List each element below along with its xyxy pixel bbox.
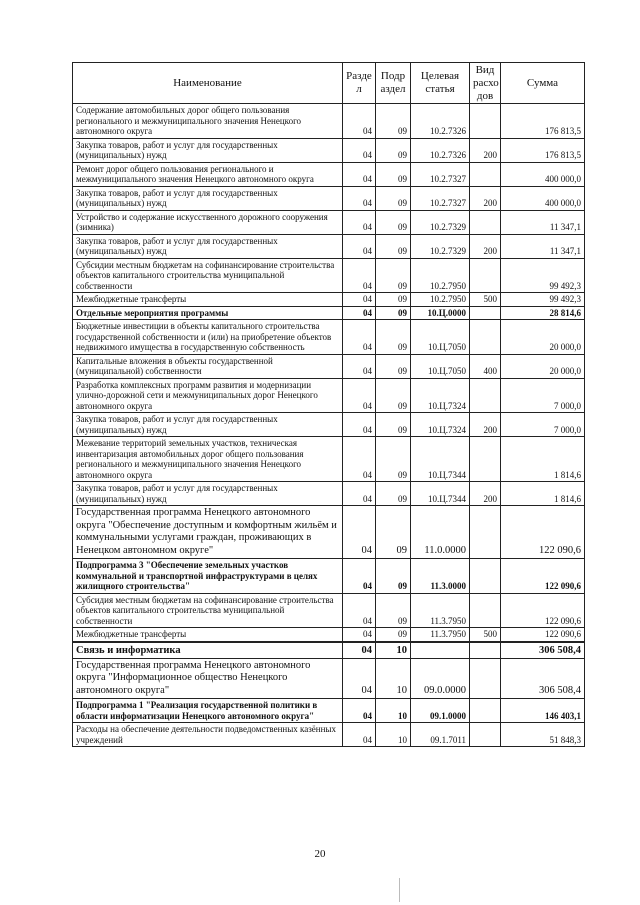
header-name: Наименование: [73, 63, 343, 104]
row-razdel: 04: [343, 642, 376, 659]
row-podrazdel: 09: [376, 104, 411, 139]
row-razdel: 04: [343, 482, 376, 506]
table-header-row: [73, 63, 585, 104]
row-summa: 20 000,0: [501, 354, 585, 378]
row-vid: [470, 723, 501, 747]
row-vid: [470, 506, 501, 559]
row-name: Государственная программа Ненецкого автономного округа "Обеспечение доступным и комфортным жильём и коммунальными услугами граждан, проживающих в Ненецком автономном округе": [73, 506, 343, 559]
row-summa: 1 814,6: [501, 482, 585, 506]
table-row: [73, 699, 585, 723]
row-name: Содержание автомобильных дорог общего пользования регионального и межмуниципального значения Ненецкого автономного округа: [73, 104, 343, 139]
row-razdel: 04: [343, 354, 376, 378]
row-razdel: 04: [343, 378, 376, 413]
row-name: Устройство и содержание искусственного дорожного сооружения (зимника): [73, 210, 343, 234]
row-summa: 99 492,3: [501, 258, 585, 293]
row-podrazdel: 09: [376, 258, 411, 293]
table-row: [73, 306, 585, 320]
row-vid: [470, 642, 501, 659]
row-celevaya: 10.Ц.7324: [411, 413, 470, 437]
table-row: [73, 559, 585, 594]
row-celevaya: 10.Ц.7344: [411, 482, 470, 506]
row-vid: [470, 258, 501, 293]
row-name: Капитальные вложения в объекты государственной (муниципальной) собственности: [73, 354, 343, 378]
row-podrazdel: 09: [376, 437, 411, 482]
row-celevaya: 10.2.7327: [411, 186, 470, 210]
row-celevaya: 09.0.0000: [411, 658, 470, 699]
row-summa: 400 000,0: [501, 186, 585, 210]
table-row: [73, 413, 585, 437]
row-name: Закупка товаров, работ и услуг для государственных (муниципальных) нужд: [73, 138, 343, 162]
row-razdel: 04: [343, 234, 376, 258]
page-number: 20: [314, 848, 326, 860]
row-summa: 1 814,6: [501, 437, 585, 482]
row-vid: 200: [470, 138, 501, 162]
table-row: [73, 506, 585, 559]
row-vid: 200: [470, 186, 501, 210]
row-celevaya: 10.Ц.7050: [411, 320, 470, 355]
table-row: [73, 593, 585, 628]
row-celevaya: 10.2.7329: [411, 234, 470, 258]
row-podrazdel: 09: [376, 482, 411, 506]
row-summa: 28 814,6: [501, 306, 585, 320]
table-row: [73, 628, 585, 642]
row-vid: [470, 559, 501, 594]
row-name: Закупка товаров, работ и услуг для государственных (муниципальных) нужд: [73, 413, 343, 437]
table-row: [73, 162, 585, 186]
table-row: [73, 437, 585, 482]
row-celevaya: 09.1.7011: [411, 723, 470, 747]
row-vid: [470, 306, 501, 320]
row-summa: 20 000,0: [501, 320, 585, 355]
table-row: [73, 642, 585, 659]
row-summa: 11 347,1: [501, 234, 585, 258]
budget-sheet: [72, 62, 584, 747]
row-summa: 400 000,0: [501, 162, 585, 186]
budget-table: [72, 62, 585, 747]
row-vid: [470, 104, 501, 139]
header-podrazdel: Подр аздел: [376, 63, 411, 104]
row-razdel: 04: [343, 413, 376, 437]
table-row: [73, 723, 585, 747]
header-celevaya: Целевая статья: [411, 63, 470, 104]
row-razdel: 04: [343, 320, 376, 355]
row-name: Субсидии местным бюджетам на софинансирование строительства объектов капитального строительства муниципальной собственности: [73, 258, 343, 293]
row-summa: 306 508,4: [501, 642, 585, 659]
row-name: Разработка комплексных программ развития и модернизации улично-дорожной сети и межмуниципальных дорог Ненецкого автономного округа: [73, 378, 343, 413]
row-celevaya: 11.0.0000: [411, 506, 470, 559]
row-podrazdel: 09: [376, 413, 411, 437]
row-name: Государственная программа Ненецкого автономного округа "Информационное общество Ненецкого автономного округа": [73, 658, 343, 699]
row-podrazdel: 10: [376, 658, 411, 699]
table-row: [73, 320, 585, 355]
row-razdel: 04: [343, 628, 376, 642]
row-razdel: 04: [343, 658, 376, 699]
row-celevaya: 10.Ц.7050: [411, 354, 470, 378]
row-vid: 500: [470, 628, 501, 642]
row-vid: 200: [470, 234, 501, 258]
row-razdel: 04: [343, 104, 376, 139]
row-podrazdel: 10: [376, 723, 411, 747]
row-razdel: 04: [343, 186, 376, 210]
row-razdel: 04: [343, 306, 376, 320]
row-podrazdel: 09: [376, 628, 411, 642]
table-row: [73, 186, 585, 210]
row-name: Отдельные мероприятия программы: [73, 306, 343, 320]
row-podrazdel: 09: [376, 186, 411, 210]
table-row: [73, 104, 585, 139]
row-vid: 200: [470, 413, 501, 437]
header-razdel: Разде л: [343, 63, 376, 104]
row-razdel: 04: [343, 723, 376, 747]
row-summa: 146 403,1: [501, 699, 585, 723]
table-row: [73, 482, 585, 506]
table-row: [73, 258, 585, 293]
row-name: Расходы на обеспечение деятельности подведомственных казённых учреждений: [73, 723, 343, 747]
row-vid: [470, 320, 501, 355]
table-row: [73, 378, 585, 413]
row-celevaya: 10.2.7950: [411, 293, 470, 307]
row-celevaya: 11.3.7950: [411, 628, 470, 642]
row-razdel: 04: [343, 506, 376, 559]
row-podrazdel: 09: [376, 138, 411, 162]
row-celevaya: 10.Ц.7324: [411, 378, 470, 413]
row-podrazdel: 09: [376, 593, 411, 628]
table-row: [73, 138, 585, 162]
table-row: [73, 293, 585, 307]
row-vid: 400: [470, 354, 501, 378]
table-row: [73, 210, 585, 234]
row-name: Подпрограмма 1 "Реализация государственной политики в области информатизации Ненецкого автономного округа": [73, 699, 343, 723]
row-razdel: 04: [343, 138, 376, 162]
row-celevaya: 10.Ц.7344: [411, 437, 470, 482]
row-vid: 200: [470, 482, 501, 506]
row-podrazdel: 09: [376, 162, 411, 186]
row-name: Подпрограмма 3 "Обеспечение земельных участков коммунальной и транспортной инфраструктурами в целях жилищного строительства": [73, 559, 343, 594]
row-podrazdel: 09: [376, 506, 411, 559]
row-summa: 51 848,3: [501, 723, 585, 747]
header-summa: Сумма: [501, 63, 585, 104]
row-vid: [470, 658, 501, 699]
row-vid: 500: [470, 293, 501, 307]
row-name: Закупка товаров, работ и услуг для государственных (муниципальных) нужд: [73, 186, 343, 210]
row-name: Бюджетные инвестиции в объекты капитального строительства государственной собственности и (или) на приобретение объектов недвижимого имущества в государственную собственность: [73, 320, 343, 355]
table-row: [73, 658, 585, 699]
row-vid: [470, 699, 501, 723]
row-razdel: 04: [343, 699, 376, 723]
row-razdel: 04: [343, 593, 376, 628]
table-row: [73, 234, 585, 258]
row-summa: 11 347,1: [501, 210, 585, 234]
row-podrazdel: 09: [376, 306, 411, 320]
row-celevaya: 10.2.7950: [411, 258, 470, 293]
row-razdel: 04: [343, 437, 376, 482]
row-summa: 7 000,0: [501, 413, 585, 437]
row-podrazdel: 10: [376, 699, 411, 723]
row-name: Межевание территорий земельных участков, техническая инвентаризация автомобильных дорог общего пользования регионального и межмуниципального значения Ненецкого автономного округа: [73, 437, 343, 482]
row-celevaya: [411, 642, 470, 659]
row-podrazdel: 09: [376, 559, 411, 594]
row-celevaya: 10.2.7326: [411, 104, 470, 139]
row-vid: [470, 210, 501, 234]
row-summa: 122 090,6: [501, 506, 585, 559]
row-name: Закупка товаров, работ и услуг для государственных (муниципальных) нужд: [73, 234, 343, 258]
row-podrazdel: 09: [376, 320, 411, 355]
row-podrazdel: 09: [376, 354, 411, 378]
row-celevaya: 10.Ц.0000: [411, 306, 470, 320]
row-summa: 122 090,6: [501, 559, 585, 594]
row-razdel: 04: [343, 162, 376, 186]
row-podrazdel: 10: [376, 642, 411, 659]
margin-line: [399, 878, 400, 902]
table-row: [73, 354, 585, 378]
row-vid: [470, 437, 501, 482]
row-razdel: 04: [343, 258, 376, 293]
row-summa: 99 492,3: [501, 293, 585, 307]
row-podrazdel: 09: [376, 378, 411, 413]
row-celevaya: 10.2.7326: [411, 138, 470, 162]
row-summa: 122 090,6: [501, 628, 585, 642]
row-name: Межбюджетные трансферты: [73, 293, 343, 307]
row-vid: [470, 378, 501, 413]
row-razdel: 04: [343, 293, 376, 307]
row-podrazdel: 09: [376, 234, 411, 258]
row-name: Закупка товаров, работ и услуг для государственных (муниципальных) нужд: [73, 482, 343, 506]
table-body: [73, 104, 585, 747]
row-celevaya: 10.2.7327: [411, 162, 470, 186]
row-celevaya: 09.1.0000: [411, 699, 470, 723]
row-vid: [470, 162, 501, 186]
row-celevaya: 11.3.0000: [411, 559, 470, 594]
row-podrazdel: 09: [376, 210, 411, 234]
row-name: Связь и информатика: [73, 642, 343, 659]
row-summa: 122 090,6: [501, 593, 585, 628]
row-celevaya: 11.3.7950: [411, 593, 470, 628]
row-summa: 306 508,4: [501, 658, 585, 699]
row-name: Субсидия местным бюджетам на софинансирование строительства объектов капитального строительства муниципальной собственности: [73, 593, 343, 628]
row-vid: [470, 593, 501, 628]
row-razdel: 04: [343, 559, 376, 594]
row-razdel: 04: [343, 210, 376, 234]
row-summa: 176 813,5: [501, 104, 585, 139]
row-podrazdel: 09: [376, 293, 411, 307]
row-name: Ремонт дорог общего пользования регионального и межмуниципального значения Ненецкого автономного округа: [73, 162, 343, 186]
row-celevaya: 10.2.7329: [411, 210, 470, 234]
row-summa: 7 000,0: [501, 378, 585, 413]
header-vid: Вид расхо дов: [470, 63, 501, 104]
row-name: Межбюджетные трансферты: [73, 628, 343, 642]
row-summa: 176 813,5: [501, 138, 585, 162]
